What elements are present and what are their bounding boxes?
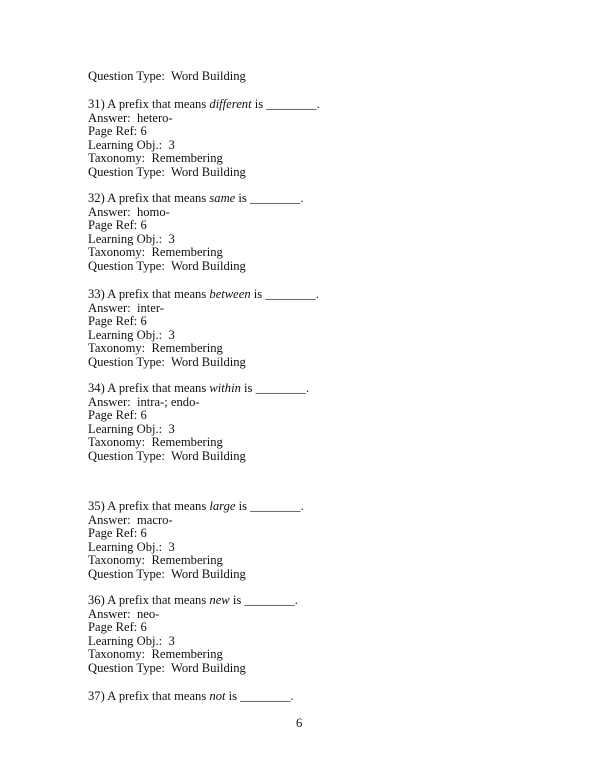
question-type-line: Question Type: Word Building (88, 660, 246, 675)
page-ref-line: Page Ref: 6 (88, 620, 147, 634)
stem-text: A prefix that means (107, 191, 210, 205)
taxonomy-line: Taxonomy: Remembering (88, 245, 223, 259)
question-type-line: Question Type: Word Building (88, 448, 246, 463)
page-ref-line: Page Ref: 6 (88, 218, 147, 232)
stem-emphasis: large (209, 499, 236, 513)
question-block (88, 288, 319, 369)
learning-objective-line: Learning Obj.: 3 (88, 137, 175, 152)
stem-emphasis: new (209, 593, 230, 607)
answer-line: Answer: neo- (88, 606, 160, 621)
stem-blank: is ________. (240, 381, 310, 395)
question-block (88, 382, 309, 463)
question-stem (88, 382, 309, 396)
page-ref-line: Page Ref: 6 (88, 314, 147, 328)
taxonomy-line: Taxonomy: Remembering (88, 435, 223, 449)
question-number: 33) (88, 287, 105, 301)
stem-emphasis: different (209, 97, 252, 111)
stem-blank: is ________. (250, 287, 319, 301)
stem-blank: is ________. (229, 593, 298, 607)
page-ref-line: Page Ref: 6 (88, 408, 147, 422)
taxonomy-line: Taxonomy: Remembering (88, 341, 223, 355)
question-stem (88, 594, 298, 608)
question-block (88, 98, 320, 179)
learning-objective-line: Learning Obj.: 3 (88, 231, 175, 246)
page-number: 6 (296, 716, 303, 730)
learning-objective-line: Learning Obj.: 3 (88, 633, 175, 648)
stem-emphasis: same (209, 191, 236, 205)
taxonomy-line: Taxonomy: Remembering (88, 647, 223, 661)
learning-objective-line: Learning Obj.: 3 (88, 539, 175, 554)
question-number: 36) (88, 593, 105, 607)
question-number: 31) (88, 97, 105, 111)
question-stem (88, 98, 320, 112)
header-question-type: Question Type: Word Building (88, 69, 246, 83)
page-ref-line: Page Ref: 6 (88, 526, 147, 540)
question-block (88, 192, 304, 273)
taxonomy-line: Taxonomy: Remembering (88, 151, 223, 165)
question-type-line: Question Type: Word Building (88, 258, 246, 273)
answer-line: Answer: inter- (88, 300, 164, 315)
learning-objective-line: Learning Obj.: 3 (88, 421, 175, 436)
answer-line: Answer: macro- (88, 512, 173, 527)
question-stem (88, 500, 304, 514)
question-block (88, 500, 304, 581)
question-type-line: Question Type: Word Building (88, 164, 246, 179)
stem-blank: is ________. (235, 191, 304, 205)
question-stem (88, 192, 304, 206)
stem-text: A prefix that means (107, 287, 210, 301)
answer-line: Answer: hetero- (88, 110, 173, 125)
answer-line: Answer: homo- (88, 204, 170, 219)
stem-emphasis: not (209, 689, 226, 703)
stem-text: A prefix that means (107, 499, 210, 513)
question-block (88, 594, 298, 675)
question-type-line: Question Type: Word Building (88, 566, 246, 581)
question-number: 34) (88, 381, 105, 395)
stem-emphasis: within (209, 381, 241, 395)
stem-blank: is ________. (225, 689, 294, 703)
stem-text: A prefix that means (107, 97, 210, 111)
stem-text: A prefix that means (107, 381, 210, 395)
stem-text: A prefix that means (107, 593, 210, 607)
question-block (88, 690, 294, 704)
learning-objective-line: Learning Obj.: 3 (88, 327, 175, 342)
stem-text: A prefix that means (107, 689, 210, 703)
answer-line: Answer: intra-; endo- (88, 394, 200, 409)
taxonomy-line: Taxonomy: Remembering (88, 553, 223, 567)
question-number: 37) (88, 689, 105, 703)
stem-blank: is ________. (251, 97, 320, 111)
question-number: 35) (88, 499, 105, 513)
page-ref-line: Page Ref: 6 (88, 124, 147, 138)
question-number: 32) (88, 191, 105, 205)
stem-emphasis: between (209, 287, 251, 301)
question-stem (88, 288, 319, 302)
question-stem (88, 690, 294, 704)
question-type-line: Question Type: Word Building (88, 354, 246, 369)
stem-blank: is ________. (235, 499, 304, 513)
